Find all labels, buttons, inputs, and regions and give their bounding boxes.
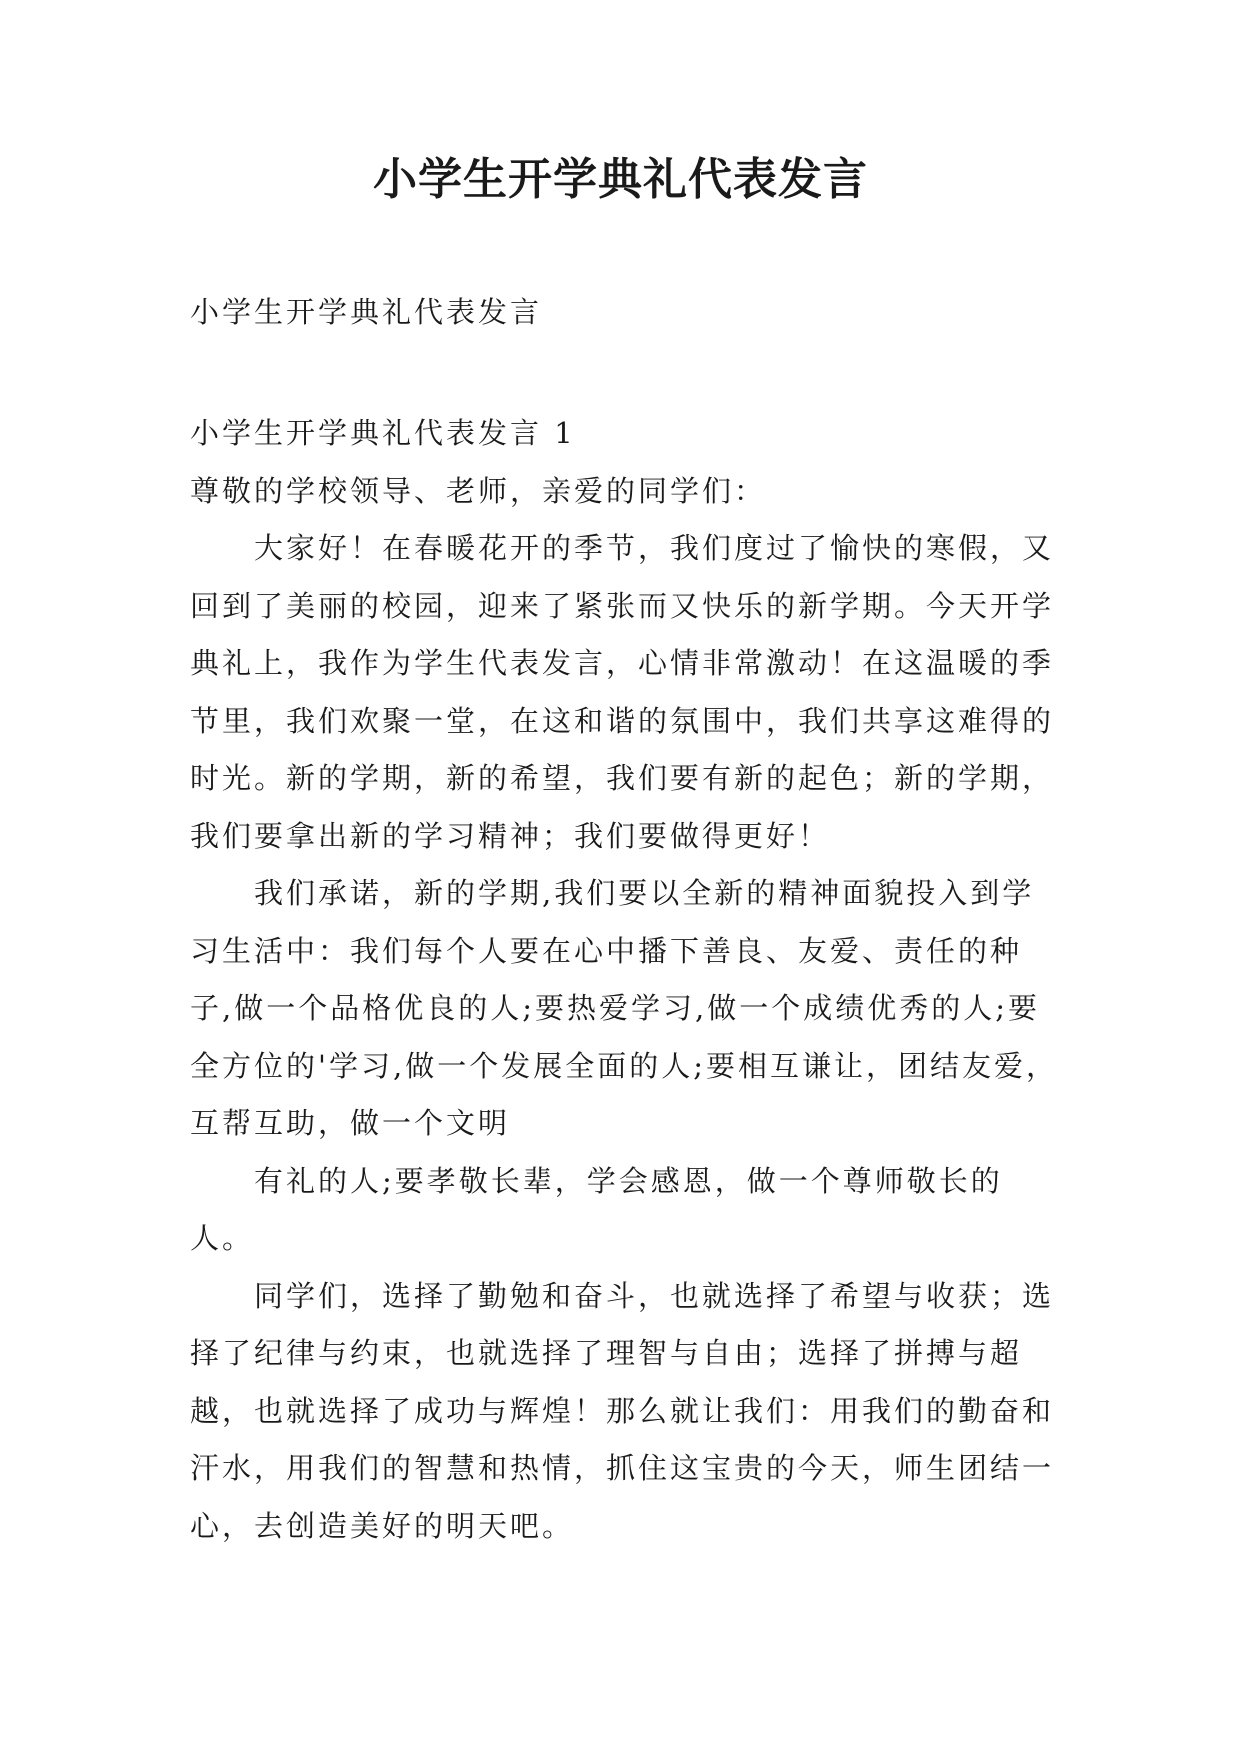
salutation: 尊敬的学校领导、老师，亲爱的同学们： (190, 473, 767, 508)
paragraph-4: 同学们，选择了勤勉和奋斗，也就选择了希望与收获；选择了纪律与约束，也就选择了理智与自由；选择了拼搏与超越，也就选择了成功与辉煌！那么就让我们：用我们的勤奋和汗水，用我们的智慧和热情，抓住这宝贵的今天，师生团结一心，去创造美好的明天吧。 (190, 1278, 1055, 1543)
document-title: 小学生开学典礼代表发言 (373, 154, 868, 205)
paragraph-1: 大家好！在春暖花开的季节，我们度过了愉快的寒假，又回到了美丽的校园，迎来了紧张而又快乐的新学期。今天开学典礼上，我作为学生代表发言，心情非常激动！在这温暖的季节里，我们欢聚一堂，在这和谐的氛围中，我们共享这难得的时光。新的学期，新的希望，我们要有新的起色；新的学期，我们要拿出新的学习精神；我们要做得更好！ (190, 531, 1055, 853)
section-heading: 小学生开学典礼代表发言 1 (190, 416, 576, 450)
document-body (190, 405, 1060, 1555)
paragraph-2: 我们承诺，新的学期,我们要以全新的精神面貌投入到学习生活中：我们每个人要在心中播下善良、友爱、责任的种子,做一个品格优良的人;要热爱学习,做一个成绩优秀的人;要全方位的'学习,做一个发展全面的人;要相互谦让，团结友爱，互帮互助，做一个文明 (190, 876, 1058, 1140)
paragraph-3: 有礼的人;要孝敬长辈，学会感恩，做一个尊师敬长的人。 (190, 1163, 1003, 1255)
document-subtitle: 小学生开学典礼代表发言 (190, 295, 543, 329)
